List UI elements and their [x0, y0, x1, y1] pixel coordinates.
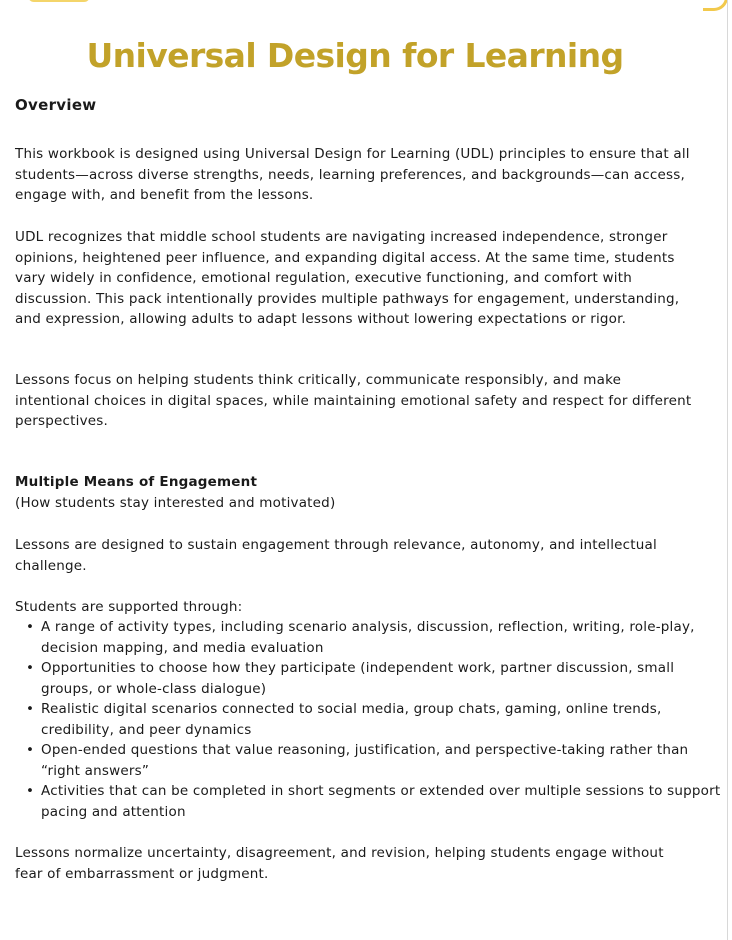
- supported-label: Students are supported through:: [15, 599, 243, 615]
- engagement-intro: Lessons are designed to sustain engagement through relevance, autonomy, and intellectual challenge.: [15, 537, 657, 574]
- support-list: [15, 617, 721, 822]
- page-edge: [727, 0, 728, 940]
- list-item: • A range of activity types, including scenario analysis, discussion, reflection, writing, role-play, decision mapping, and media evaluation: [41, 617, 721, 658]
- overview-paragraph-2: UDL recognizes that middle school students are navigating increased independence, stronger opinions, heightened peer influence, and expanding digital access. At the same time, students vary widely in confidence, emotional regulation, executive functioning, and comfort with discussion. This pack intentionally provides multiple pathways for engagement, understanding, and expression, allowing adults to adapt lessons without lowering expectations or rigor.: [15, 229, 680, 327]
- engagement-closing: Lessons normalize uncertainty, disagreement, and revision, helping students engage without fear of embarrassment or judgment.: [15, 845, 664, 882]
- decorative-tab: [28, 0, 90, 2]
- overview-paragraph-1: This workbook is designed using Universal Design for Learning (UDL) principles to ensure that all students—across diverse strengths, needs, learning preferences, and backgrounds—can access, engage with, and benefit from the lessons.: [15, 146, 690, 203]
- list-item: • Realistic digital scenarios connected to social media, group chats, gaming, online trends, credibility, and peer dynamics: [41, 699, 721, 740]
- engagement-subheading: (How students stay interested and motivated): [15, 495, 336, 511]
- overview-paragraph-3: Lessons focus on helping students think critically, communicate responsibly, and make intentional choices in digital spaces, while maintaining emotional safety and respect for different perspectives.: [15, 372, 692, 429]
- list-item: • Opportunities to choose how they participate (independent work, partner discussion, small groups, or whole-class dialogue): [41, 658, 721, 699]
- overview-heading: Overview: [15, 96, 97, 114]
- engagement-heading: Multiple Means of Engagement: [15, 474, 258, 490]
- page-title: Universal Design for Learning: [86, 36, 624, 75]
- decorative-corner: [703, 0, 728, 11]
- list-item: • Open-ended questions that value reasoning, justification, and perspective-taking rather than “right answers”: [41, 740, 721, 781]
- list-item: • Activities that can be completed in short segments or extended over multiple sessions to support pacing and attention: [41, 781, 721, 822]
